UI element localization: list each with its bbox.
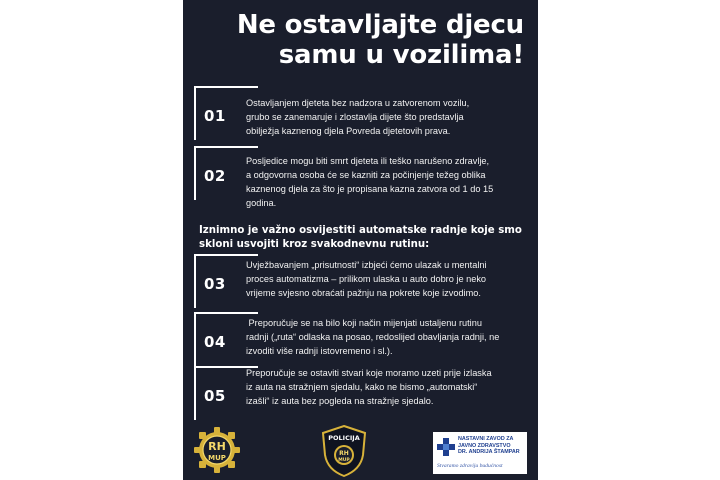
item-text [246, 366, 529, 408]
policija-logo-top-text: POLICIJA [328, 434, 360, 442]
policija-badge-logo [321, 425, 367, 477]
item-number: 05 [204, 387, 226, 405]
item-line: Preporučuje se ostaviti stvari koje moramo uzeti prije izlaska [246, 368, 492, 378]
item-text [246, 154, 529, 210]
policija-logo-badge-text: RH [339, 450, 349, 457]
nzjz-squares-icon [437, 438, 455, 456]
mup-logo-top-text: RH [208, 440, 226, 453]
title-line-1: Ne ostavljajte djecu [236, 10, 524, 40]
nzjz-line-1: NASTAVNI ZAVOD ZA [458, 436, 514, 442]
intro-line-2: skloni usvojiti kroz svakodnevnu rutinu: [199, 239, 430, 250]
nzjz-logo [433, 432, 527, 474]
number-box [194, 146, 244, 200]
title-line-2: samu u vozilima! [278, 40, 524, 70]
item-number: 02 [204, 167, 226, 185]
nzjz-name [458, 436, 520, 456]
nzjz-line-2: JAVNO ZDRAVSTVO [458, 442, 511, 449]
item-line: kaznenog djela za što je propisana kazna zatvora od 1 do 15 [246, 184, 494, 194]
nzjz-line-3: DR. ANDRIJA ŠTAMPAR [458, 449, 520, 455]
item-number: 04 [204, 333, 226, 351]
item-number: 01 [204, 107, 226, 125]
number-box [194, 312, 244, 366]
number-box [194, 86, 244, 140]
item-line: Uvježbavanjem „prisutnosti“ izbjeći ćemo ulazak u mentalni [246, 260, 487, 270]
item-line: a odgovorna osoba će se kazniti za počinjenje težeg oblika [246, 170, 486, 180]
item-line: iz auta na stražnjem sjedalu, kako ne bismo „automatski“ [246, 382, 478, 392]
logo-strip [183, 422, 538, 480]
item-text [246, 258, 529, 300]
number-box [194, 366, 244, 420]
item-line: Ostavljanjem djeteta bez nadzora u zatvorenom vozilu, [246, 98, 470, 108]
mup-logo-bottom-text: MUP [208, 454, 226, 462]
nzjz-slogan: Stvaramo zdraviju budućnost [437, 463, 503, 469]
poster [183, 0, 538, 480]
item-line: Preporučuje se na bilo koji način mijenjati ustaljenu rutinu [246, 318, 482, 328]
item-text [246, 96, 529, 138]
mup-gear-logo [193, 426, 241, 474]
item-line: vrijeme svjesno obraćati pažnju na pokrete koje izvodimo. [246, 288, 481, 298]
item-line: godina. [246, 198, 277, 208]
item-line: proces automatizma – prilikom ulaska u auto dobro je neko [246, 274, 487, 284]
item-text [246, 316, 529, 358]
item-line: Posljedice mogu biti smrt djeteta ili teško narušeno zdravlje, [246, 156, 490, 166]
item-line: grubo se zanemaruje i zlostavlja dijete što predstavlja [246, 112, 464, 122]
policija-logo-bottom-text: MUP [338, 458, 350, 463]
intro-text [199, 224, 531, 252]
item-number: 03 [204, 275, 226, 293]
intro-line-1: Iznimno je važno osvijestiti automatske radnje koje smo [199, 225, 522, 236]
number-box [194, 254, 244, 308]
item-line: izvoditi više radnji istovremeno i sl.). [246, 346, 393, 356]
item-line: izašli“ iz auta bez pogleda na stražnje sjedalo. [246, 396, 434, 406]
item-line: obilježja kaznenog djela Povreda djetetovih prava. [246, 126, 451, 136]
item-line: radnji („ruta“ odlaska na posao, redoslijed obavljanja radnji, ne [246, 332, 500, 342]
poster-title [194, 10, 524, 70]
